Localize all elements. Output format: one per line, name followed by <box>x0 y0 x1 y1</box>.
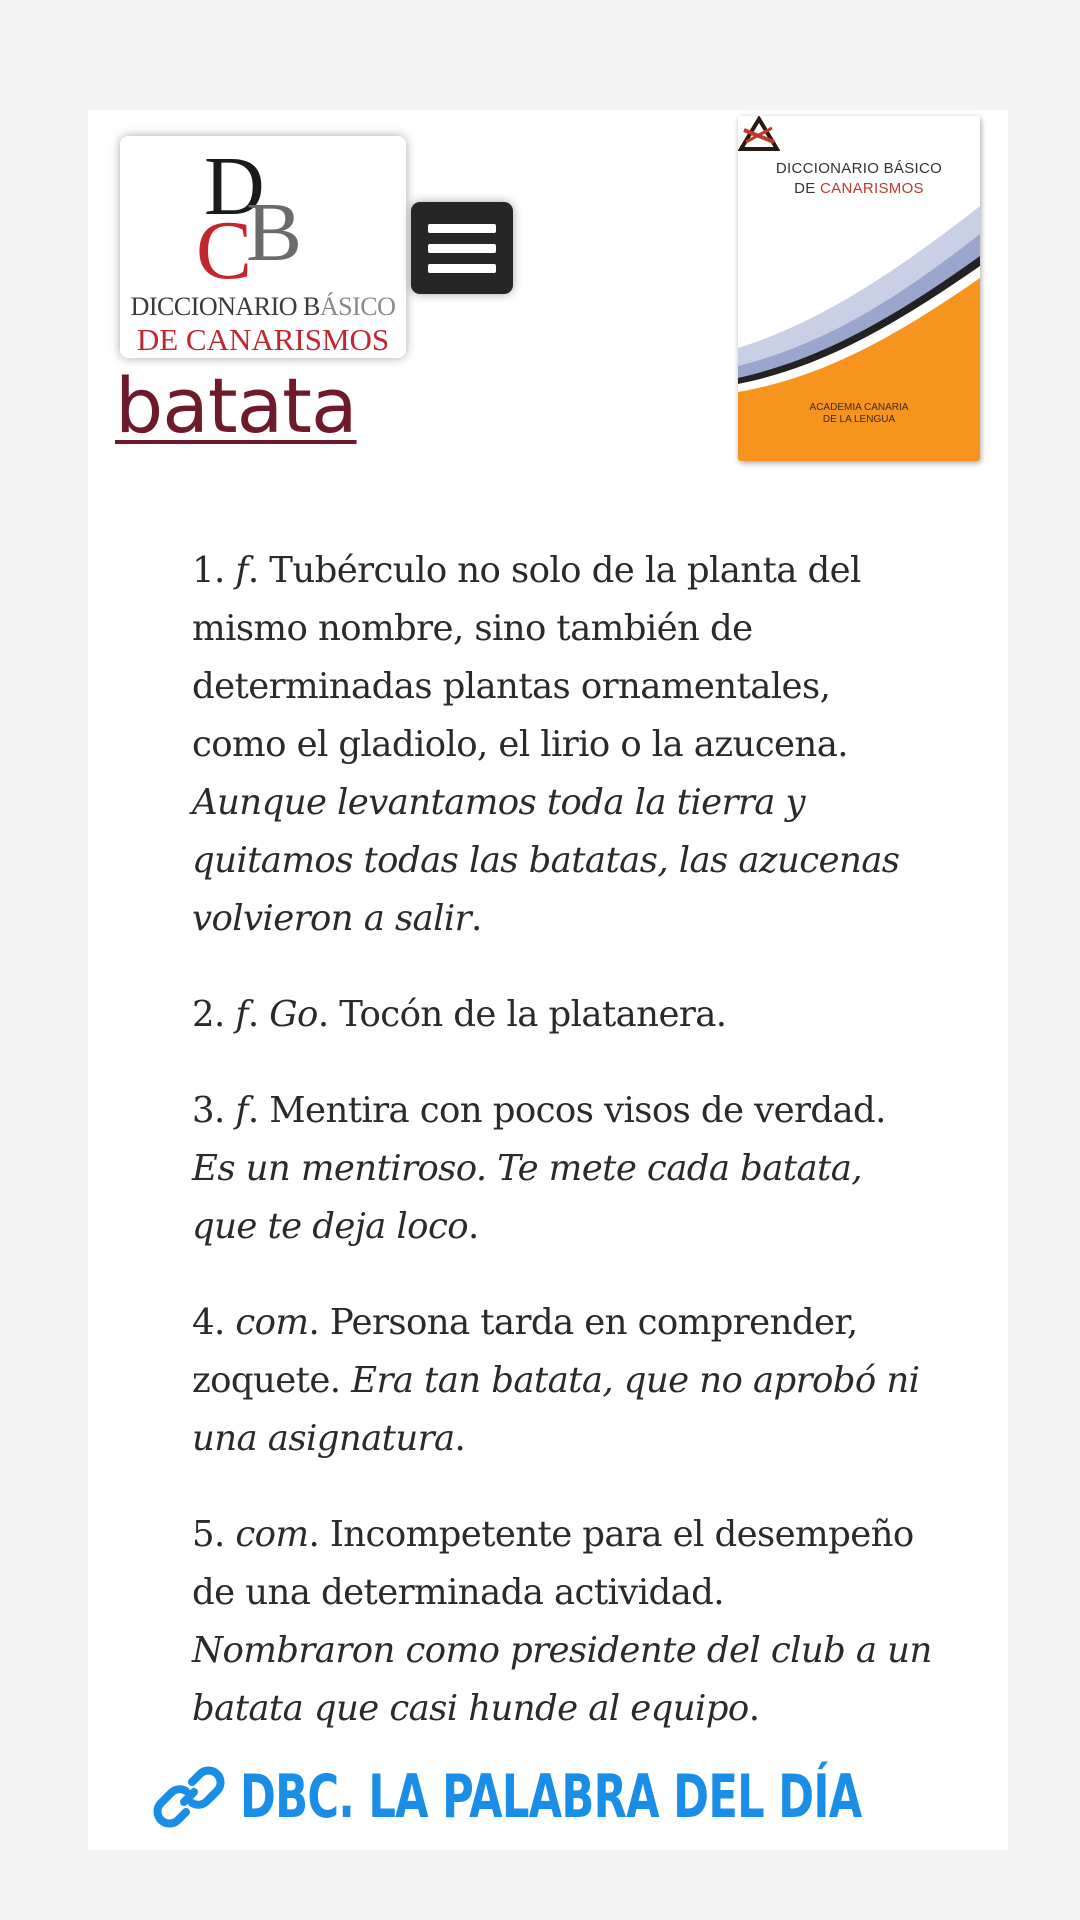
logo-text-line1: DICCIONARIO BÁSICO <box>130 292 396 321</box>
definition-item: 1. f. Tubérculo no solo de la planta del mismo nombre, sino también de determinadas plantas ornamentales, como el gladiolo, el lirio o la azucena. Aunque levantamos toda la tierra y quitamos todas las batatas, las azucenas volvieron a salir. <box>192 550 900 939</box>
academy-emblem-icon <box>738 116 780 152</box>
definition-item: 2. f. Go. Tocón de la platanera. <box>192 994 727 1035</box>
link-label: DBC. LA PALABRA DEL DÍA <box>240 1762 862 1832</box>
book-title-line2: DE CANARISMOS <box>794 180 924 197</box>
logo-monogram <box>192 142 342 282</box>
menu-button[interactable] <box>411 202 513 294</box>
link-icon <box>152 1760 226 1834</box>
definition-item: 5. com. Incompetente para el desempeño de una determinada actividad. Nombraron como presidente del club a un batata que casi hunde al equipo. <box>192 1514 932 1729</box>
book-title-line1: DICCIONARIO BÁSICO <box>775 160 943 177</box>
definition-item: 4. com. Persona tarda en comprender, zoquete. Era tan batata, que no aprobó ni una asignatura. <box>192 1302 920 1459</box>
svg-text:C: C <box>196 204 253 282</box>
site-logo[interactable] <box>120 136 406 358</box>
logo-text-line2: DE CANARISMOS <box>136 322 390 357</box>
entry-headword[interactable]: batata <box>115 361 357 450</box>
book-publisher-line1: ACADEMIA CANARIA <box>809 402 909 413</box>
book-publisher-line2: DE LA LENGUA <box>822 414 896 425</box>
svg-text:B: B <box>246 186 303 279</box>
link-sticker[interactable] <box>152 1752 1080 1842</box>
definition-item: 3. f. Mentira con pocos visos de verdad. Es un mentiroso. Te mete cada batata, que te deja loco. <box>192 1090 886 1247</box>
svg-text:D: D <box>204 142 265 233</box>
definition-list <box>192 542 932 1776</box>
book-cover-image <box>738 116 980 461</box>
